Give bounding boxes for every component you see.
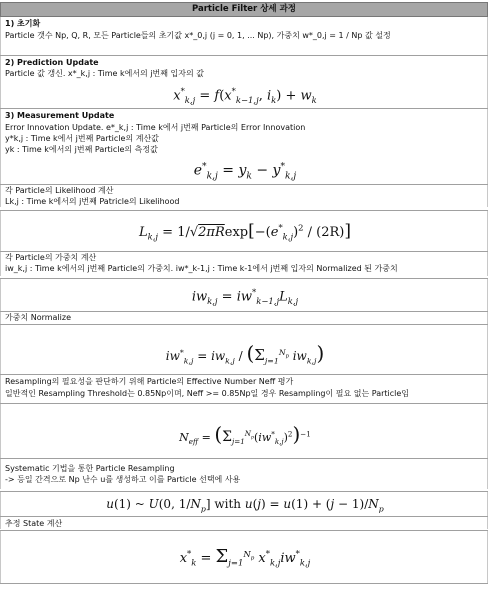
measurement-formula: $e^*_{k,j} = y_k - y^*_{k,j}$ (193, 162, 297, 182)
neff-formula-cell (0, 404, 488, 458)
normalize-desc (0, 312, 488, 324)
weight-line1: 각 Particle의 가중치 계산 (5, 253, 97, 262)
measurement-line3: yk : Time k에서의 j번째 Particle의 측정값 (5, 145, 158, 154)
init-heading: 1) 초기화 (5, 19, 41, 28)
normalize-line1: 가중치 Normalize (5, 313, 72, 322)
state-line1: 추정 State 계산 (5, 519, 63, 528)
neff-formula: $N_{eff} = (\Sigma_{j=1}^{N_p}(iw^*_{k,j})^2)^{-1}$ (179, 422, 311, 447)
prediction-section (0, 56, 488, 108)
likelihood-line1: 각 Particle의 Likelihood 계산 (5, 186, 114, 195)
likelihood-formula-cell (0, 211, 488, 251)
resampling-formula: u(1) ~ U(0, $1/N_p$] with $u(j) = u(1) + (j - 1)/N_p$ (106, 497, 384, 514)
resampling-line2: -> 등일 간격으로 Np 난수 u를 생성하고 이를 Particle 선택에 사용 (5, 475, 241, 484)
measurement-section (0, 109, 488, 184)
measurement-heading: 3) Measurement Update (5, 111, 115, 120)
neff-line1: Resampling의 필요성을 판단하기 위해 Particle의 Effective Number Neff 평가 (5, 377, 294, 386)
measurement-line2: y*k,j : Time k에서 j번째 Particle의 계산값 (5, 134, 159, 143)
table-title: Particle Filter 상세 과정 (0, 2, 488, 17)
resampling-desc (0, 459, 488, 489)
weight-line2: iw_k,j : Time k에서의 j번째 Particle의 가중치. iw*_k-1,j : Time k-1에서 j번째 입자의 Normalized 된 가중치 (5, 264, 398, 273)
weight-desc (0, 252, 488, 276)
prediction-line1: Particle 값 갱신. x*_k,j : Time k에서의 j번째 입자의 값 (5, 69, 204, 78)
prediction-formula: $x^*_{k,j} = f(x^*_{k-1,j}$, $i_k) + w_k$ (173, 86, 317, 105)
resampling-formula-cell (0, 492, 488, 516)
state-formula-cell (0, 531, 488, 583)
neff-line2: 일반적인 Resampling Threshold는 0.85Np이며, Neff >= 0.85Np일 경우 Resampling이 필요 없는 Particle임 (5, 389, 410, 398)
likelihood-desc (0, 185, 488, 207)
state-desc (0, 517, 488, 529)
normalize-formula: $iw^*_{k,j} = iw_{k,j} / (\Sigma_{j=1}^{N_p}$ $iw_{k,j}$) (165, 341, 325, 366)
state-formula: $x^*_k = \Sigma_{j=1}^{N_p}$ $x^*_{k,j}iw^*_{k,j}$ (179, 546, 311, 568)
neff-desc (0, 375, 488, 403)
init-section (0, 17, 488, 55)
weight-formula-cell (0, 279, 488, 311)
init-line1: Particle 갯수 Np, Q, R, 모든 Particle들의 초기값 x*_0,j (j = 0, 1, ... Np), 가중치 w*_0,j = 1 / Np 값 설정 (5, 31, 391, 40)
likelihood-line2: Lk,j : Time k에서의 j번째 Patricle의 Likelihood (5, 197, 180, 206)
measurement-line1: Error Innovation Update. e*_k,j : Time k에서 j번째 Particle의 Error Innovation (5, 123, 306, 132)
normalize-formula-cell (0, 325, 488, 374)
weight-formula: $iw_{k,j} = iw^*_{k-1,j}L_{k,j}$ (191, 287, 299, 306)
likelihood-formula: $L_{k,j} = 1/√2\pi Rexp[-(e^*_{k,j})^2 / (2R)]$ (138, 221, 352, 242)
prediction-heading: 2) Prediction Update (5, 58, 99, 67)
resampling-line1: Systematic 기법을 통한 Particle Resampling (5, 464, 175, 473)
